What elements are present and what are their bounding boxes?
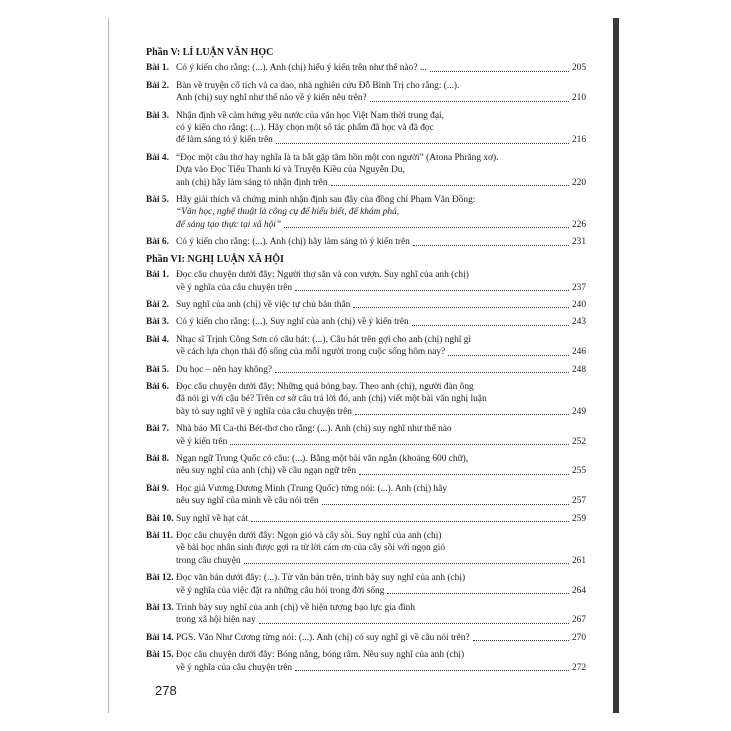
entry-text: Có ý kiến cho rằng: (...). Suy nghĩ của anh (chị) về ý kiến trên (176, 317, 409, 328)
page-ref: 246 (571, 347, 586, 358)
leader-dots (275, 372, 569, 373)
toc-entry[interactable] (146, 80, 586, 105)
entry-text: để làm sáng tỏ ý kiến trên (176, 135, 273, 146)
leader-dots (259, 623, 569, 624)
toc-entry[interactable] (146, 632, 586, 644)
entry-text: Đọc văn bản dưới đây: (...). Từ văn bản trên, trình bày suy nghĩ của anh (chị) (176, 573, 466, 584)
page-ref: 261 (571, 555, 586, 566)
entry-number: Bài 1. (146, 63, 169, 74)
page-ref: 252 (571, 436, 586, 447)
entry-text: trong xã hội hiện nay (176, 615, 256, 626)
toc-entry[interactable] (146, 649, 586, 674)
entry-text: Đọc câu chuyện dưới đây: Người thợ săn và con vượn. Suy nghĩ của anh (chị) (176, 270, 469, 281)
table-of-contents (146, 45, 586, 679)
page-ref: 270 (571, 632, 586, 643)
entry-text: Hãy giải thích và chứng minh nhận định sau đây của đồng chí Phạm Văn Đồng: (176, 195, 476, 206)
section-title: Phần VI: NGHỊ LUẬN XÃ HỘI (146, 253, 284, 265)
entry-text: Ngạn ngữ Trung Quốc có câu: (...). Bằng một bài văn ngắn (khoảng 600 chữ), (176, 453, 469, 464)
page-ref: 259 (571, 513, 586, 524)
page-ref: 216 (571, 135, 586, 146)
toc-entry[interactable] (146, 381, 586, 418)
entry-text: Dựa vào Đọc Tiểu Thanh kí và Truyện Kiều của Nguyễn Du, (176, 165, 405, 176)
toc-entry[interactable] (146, 316, 586, 328)
toc-entry[interactable] (146, 152, 586, 189)
entry-text: Nhà báo Mĩ Ca-thi Bét-thơ cho rằng: (...). Anh (chị) suy nghĩ như thế nào (176, 424, 452, 435)
entry-number: Bài 2. (146, 80, 169, 91)
page-ref: 237 (571, 282, 586, 293)
entry-number: Bài 2. (146, 299, 169, 310)
entry-text: Đọc câu chuyện dưới đây: Những quả bóng bay. Theo anh (chị), người đàn ông (176, 381, 474, 392)
entry-text: Đọc câu chuyện dưới đây: Ngọn gió và cây sồi. Suy nghĩ của anh (chị) (176, 531, 442, 541)
page-ref: 210 (571, 93, 586, 104)
page-ref: 220 (571, 177, 586, 188)
page-number: 278 (155, 683, 177, 698)
entry-number: Bài 15. (146, 650, 174, 661)
entry-text: về bài học nhân sinh được gợi ra từ lời cám ơn của cây sồi với ngọn gió (176, 543, 446, 554)
entry-number: Bài 3. (146, 317, 169, 328)
entry-text: Bàn về truyện cổ tích và ca dao, nhà nghiên cứu Đỗ Bình Trị cho rằng: (...). (176, 80, 460, 91)
entry-text: nêu suy nghĩ của anh (chị) về câu ngạn ngữ trên (176, 466, 357, 477)
entry-number: Bài 4. (146, 334, 169, 345)
entry-number: Bài 5. (146, 195, 169, 206)
leader-dots (413, 245, 569, 246)
section-title: Phần V: LÍ LUẬN VĂN HỌC (146, 47, 274, 58)
entry-text: Nhạc sĩ Trịnh Công Sơn có câu hát: (...). Câu hát trên gợi cho anh (chị) nghĩ gì (176, 334, 472, 345)
entry-text: Đọc câu chuyện dưới đây: Bóng nắng, bóng râm. Nêu suy nghĩ của anh (chị) (176, 650, 465, 661)
page-binding-edge (613, 18, 619, 713)
entry-text: về ý nghĩa của việc đặt ra những câu hỏi trong đời sống (176, 585, 385, 596)
entry-text: Anh (chị) suy nghĩ như thế nào về ý kiến nêu trên? (176, 93, 367, 104)
page-ref: 243 (571, 317, 586, 328)
toc-entry[interactable] (146, 194, 586, 231)
toc-entry[interactable] (146, 334, 586, 359)
entry-text: về ý nghĩa của câu chuyện trên (176, 662, 293, 673)
leader-dots (448, 355, 569, 356)
entry-number: Bài 11. (146, 531, 174, 541)
page-ref: 226 (571, 219, 586, 230)
leader-dots (412, 325, 569, 326)
entry-number: Bài 8. (146, 453, 169, 464)
entry-text: về ý nghĩa của câu chuyện trên (176, 282, 293, 293)
leader-dots (284, 227, 569, 228)
toc-entry[interactable] (146, 423, 586, 448)
leader-dots (295, 290, 569, 291)
entry-number: Bài 10. (146, 513, 174, 524)
leader-dots (251, 521, 569, 522)
toc-entry[interactable] (146, 62, 586, 74)
toc-entry[interactable] (146, 364, 586, 376)
entry-number: Bài 14. (146, 632, 174, 643)
leader-dots (295, 670, 569, 671)
toc-entry[interactable] (146, 572, 586, 597)
page-ref: 267 (571, 615, 586, 626)
leader-dots (430, 71, 569, 72)
entry-number: Bài 12. (146, 573, 174, 584)
entry-text: Nhận định về cảm hứng yêu nước của văn học Việt Nam thời trung đại, (176, 110, 444, 121)
page-ref: 249 (571, 406, 586, 417)
entry-number: Bài 13. (146, 603, 174, 614)
page-ref: 231 (571, 237, 586, 248)
entry-text: Trình bày suy nghĩ của anh (chị) về hiện tượng bạo lực gia đình (176, 603, 415, 614)
toc-entry[interactable] (146, 483, 586, 508)
toc-entry[interactable] (146, 513, 586, 525)
entry-text: anh (chị) hãy làm sáng tỏ nhận định trên (176, 177, 328, 188)
entry-text: Du học – nên hay không? (176, 364, 273, 375)
page-ref: 255 (571, 466, 586, 477)
page-ref: 264 (571, 585, 586, 596)
leader-dots (276, 143, 569, 144)
entry-quote: để sáng tạo thực tại xã hội” (176, 219, 282, 230)
leader-dots (370, 101, 569, 102)
leader-dots (230, 444, 569, 445)
toc-entry[interactable] (146, 299, 586, 311)
entry-text: về cách lựa chọn thái độ sống của mỗi người trong cuộc sống hôm nay? (176, 347, 446, 358)
leader-dots (473, 640, 569, 641)
entry-text: Có ý kiến cho rằng: (...). Anh (chị) hiểu ý kiến trên như thế nào? ... (176, 63, 427, 74)
entry-quote: “Văn học, nghệ thuật là công cụ để hiểu biết, để khám phá, (176, 207, 400, 218)
entry-number: Bài 5. (146, 364, 169, 375)
entry-text: trong câu chuyện (176, 555, 241, 566)
page-ref: 248 (571, 364, 586, 375)
page-ref: 205 (571, 63, 586, 74)
entry-number: Bài 6. (146, 381, 169, 392)
toc-entry[interactable] (146, 269, 586, 294)
entry-number: Bài 6. (146, 237, 169, 248)
leader-dots (355, 414, 569, 415)
leader-dots (322, 504, 569, 505)
entry-text: đã nói gì với cậu bé? Trên cơ sở câu trả lời đó, anh (chị) viết một bài văn nghị luận (176, 394, 487, 405)
entry-text: về ý kiến trên (176, 436, 228, 447)
page-ref: 240 (571, 299, 586, 310)
entry-text: có ý kiến cho rằng: (...). Hãy chọn một số tác phẩm đã học và đã đọc (176, 123, 434, 134)
toc-entry[interactable] (146, 602, 586, 627)
entry-number: Bài 1. (146, 270, 169, 281)
page-left-shadow (108, 18, 109, 713)
toc-entry[interactable] (146, 110, 586, 147)
entry-number: Bài 7. (146, 424, 169, 435)
entry-text: Có ý kiến cho rằng: (...). Anh (chị) hãy làm sáng tỏ ý kiến trên (176, 237, 410, 248)
entry-number: Bài 9. (146, 483, 169, 494)
leader-dots (353, 307, 569, 308)
entry-number: Bài 4. (146, 152, 169, 163)
entry-text: PGS. Văn Như Cương từng nói: (...). Anh (chị) có suy nghĩ gì về câu nói trên? (176, 632, 470, 643)
page-ref: 257 (571, 496, 586, 507)
entry-text: nêu suy nghĩ của mình về câu nói trên (176, 496, 319, 507)
toc-entry[interactable] (146, 236, 586, 248)
entry-text: Suy nghĩ của anh (chị) về việc tự chủ bản thân (176, 299, 351, 310)
toc-entry[interactable] (146, 453, 586, 478)
leader-dots (331, 185, 569, 186)
entry-text: “Đọc một câu thơ hay nghĩa là ta bắt gặp tâm hồn một con người” (Atona Phrăng xơ). (176, 152, 499, 163)
leader-dots (359, 474, 569, 475)
entry-number: Bài 3. (146, 110, 169, 121)
entry-text: Suy nghĩ về hạt cát (176, 513, 248, 524)
leader-dots (244, 563, 569, 564)
toc-entry[interactable] (146, 530, 586, 567)
entry-text: bày tỏ suy nghĩ về ý nghĩa của câu chuyện trên (176, 406, 352, 417)
entry-text: Học giả Vương Dương Minh (Trung Quốc) từng nói: (...). Anh (chị) hãy (176, 483, 447, 494)
leader-dots (387, 593, 569, 594)
page-ref: 272 (571, 662, 586, 673)
